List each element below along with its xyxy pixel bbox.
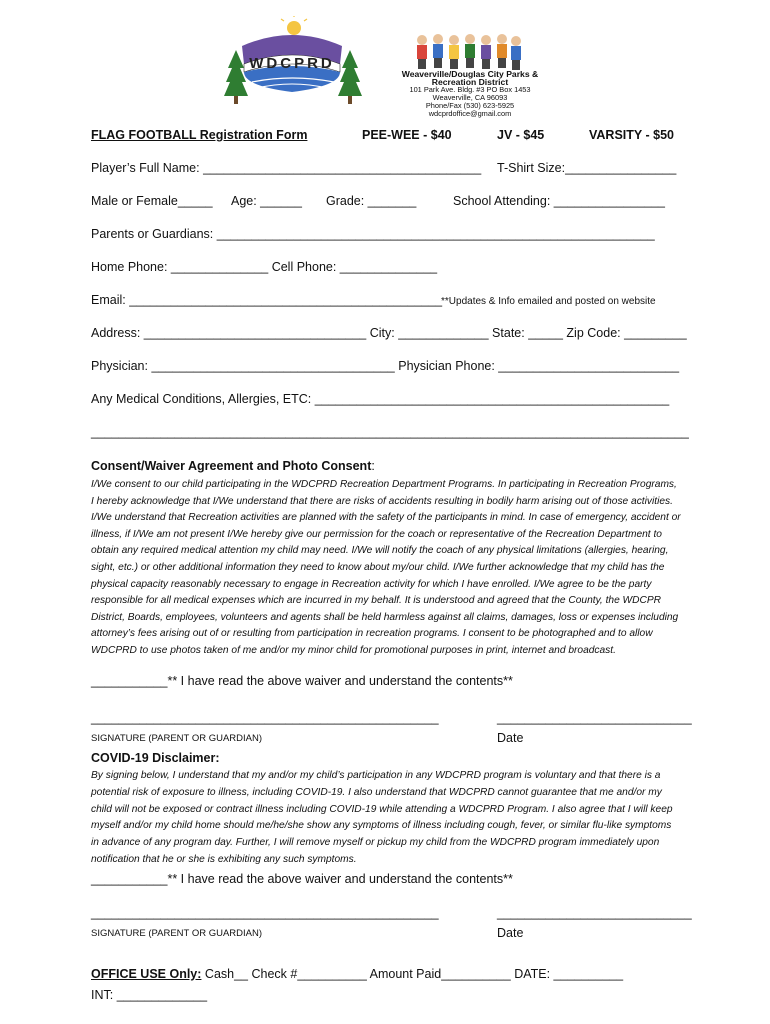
grade-field[interactable]: Grade: _______ [326, 194, 417, 208]
kids-illustration [408, 32, 528, 72]
consent-date-label: Date [497, 731, 524, 745]
covid-signature-line[interactable]: __________________________________________________ [91, 906, 439, 920]
covid-signature-label: SIGNATURE (PARENT OR GUARDIAN) [91, 928, 263, 939]
covid-date-line[interactable]: ____________________________ [497, 906, 692, 920]
age-field[interactable]: Age: ______ [231, 194, 302, 208]
office-use-label: OFFICE USE Only: [91, 967, 202, 981]
covid-heading: COVID-19 Disclaimer: [91, 751, 220, 765]
consent-signature-line[interactable]: __________________________________________________ [91, 711, 439, 725]
physician-field[interactable]: Physician: ___________________________________ Physician Phone: __________________________ [91, 359, 680, 373]
office-int-field[interactable]: INT: _____________ [91, 988, 208, 1002]
player-name-field[interactable]: Player’s Full Name: ________________________________________ [91, 161, 482, 175]
address-field[interactable]: Address: ________________________________ City: _____________ State: _____ Zip Code: _________ [91, 326, 687, 340]
district-name: Weaverville/Douglas City Parks & Recreation District [401, 69, 539, 87]
medical-extra-line[interactable]: ______________________________________________________________________________________ [91, 425, 689, 439]
form-title: FLAG FOOTBALL Registration Form [91, 128, 308, 142]
consent-body: I/We consent to our child participating in the WDCPRD Recreation Department Programs. In participating in Recreation Programs, I hereby acknowledge that I/We understand that there are risks of accidents resulting in bodily harm arising out of those activities. I/We understand that Recreation activities are planned with the safety of the participants in mind. In case of emergency, accident or illness, if I/We am not present I/We hereby give our permission for the coach or representative of the Recreation Department to obtain any required medical attention my child may need. I/We will notify the coach of any physical limitations (allergies, hearing, sight, etc.) or other additional information they need to know about my/our child. I/We further acknowledge that my child has the physical capacity reasonably necessary to engage in Recreation activity for which I have enrolled. I/We agree to be the party responsible for all medical expenses which are incurred in my behalf. It is understood and agreed that the County, the WDCPR District, Boards, employees, volunteers and agents shall be held harmless against all claims, damages, loss or expenses including attorney’s fees arising out of or resulting from participation in recreation programs. I consent to be photographed and to allow WDCPRD to use photos taken of me and/or my minor child for promotional purposes in print, internet and broadcast. [91, 479, 681, 656]
district-contact: Phone/Fax (530) 623-5925 wdcprdoffice@gmail.com [425, 101, 515, 118]
sun-icon [287, 21, 301, 35]
phones-field[interactable]: Home Phone: ______________ Cell Phone: ______________ [91, 260, 438, 274]
consent-ack-field[interactable]: ___________** I have read the above waiver and understand the contents** [91, 674, 513, 688]
email-field[interactable]: Email: _____________________________________________ [91, 293, 443, 307]
price-peewee: PEE-WEE - $40 [362, 128, 452, 142]
consent-heading [91, 459, 375, 473]
district-city: Weaverville, CA 96093 [432, 93, 508, 102]
consent-signature-label: SIGNATURE (PARENT OR GUARDIAN) [91, 733, 263, 744]
covid-body: By signing below, I understand that my and/or my child’s participation in any WDCPRD program is voluntary and that there is a potential risk of exposure to illness, including COVID-19. I also understand that WDCPRD cannot guarantee that me and/or my child will not be exposed or contract illness including COVID-19 while attending a WDCPRD Program. I also agree that I will keep myself and/or my child home should me/he/she show any symptoms of illness including cough, fever, or similar flu-like symptoms in advance of any program day. Further, I will remove myself or pickup my child from the WDCPRD program immediately upon notification that he or she is exhibiting any such symptoms. [91, 770, 673, 865]
covid-ack-field[interactable]: ___________** I have read the above waiver and understand the contents** [91, 872, 513, 886]
price-varsity: VARSITY - $50 [589, 128, 674, 142]
office-use-row [91, 967, 623, 981]
tshirt-size-field[interactable]: T-Shirt Size:________________ [497, 161, 677, 175]
wdcprd-logo [222, 16, 362, 108]
school-field[interactable]: School Attending: ________________ [453, 194, 665, 208]
parents-field[interactable]: Parents or Guardians: _______________________________________________________________ [91, 227, 655, 241]
sex-field[interactable]: Male or Female_____ [91, 194, 213, 208]
district-address: 101 Park Ave. Bldg. #3 PO Box 1453 [409, 85, 531, 94]
consent-date-line[interactable]: ____________________________ [497, 711, 692, 725]
medical-field[interactable]: Any Medical Conditions, Allergies, ETC: ___________________________________________________ [91, 392, 670, 406]
covid-date-label: Date [497, 926, 524, 940]
tree-icon [338, 50, 362, 96]
price-jv: JV - $45 [497, 128, 545, 142]
email-note: **Updates & Info emailed and posted on website [441, 296, 656, 307]
logo-text: WDCPRD [249, 55, 335, 72]
consent-heading-colon: : [371, 459, 375, 473]
consent-heading-text: Consent/Waiver Agreement and Photo Consent [91, 459, 372, 473]
office-use-fields[interactable]: Cash__ Check #__________ Amount Paid__________ DATE: __________ [201, 967, 624, 981]
district-info [390, 70, 550, 118]
